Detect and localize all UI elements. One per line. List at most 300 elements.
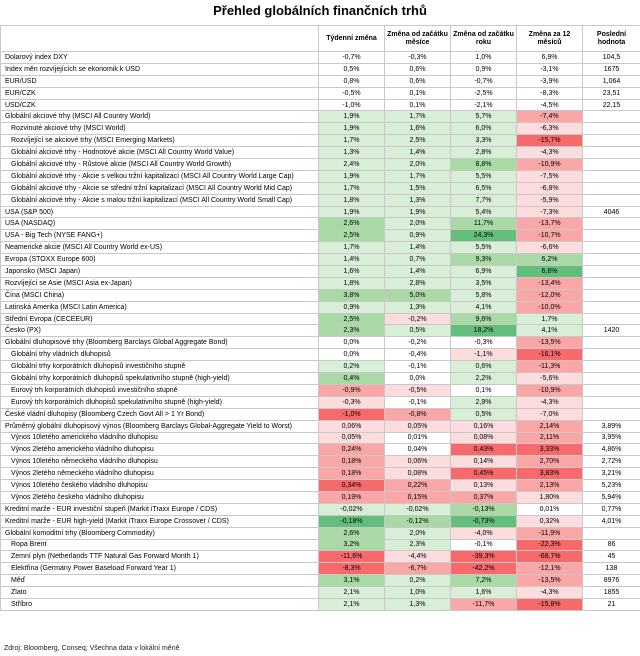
value-cell: 0,34% (319, 480, 385, 492)
value-cell: -0,9% (319, 384, 385, 396)
value-cell (583, 111, 640, 123)
table-row (1, 147, 640, 159)
header-row (1, 26, 640, 52)
value-cell: 138 (583, 563, 640, 575)
value-cell: 2,0% (385, 159, 451, 171)
value-cell: 0,0% (319, 349, 385, 361)
value-cell (583, 194, 640, 206)
value-cell: 0,9% (451, 63, 517, 75)
value-cell: 1,7% (385, 111, 451, 123)
value-cell: -0,5% (385, 384, 451, 396)
value-cell: -4,3% (517, 587, 583, 599)
value-cell: 1,7% (319, 242, 385, 254)
value-cell: 0,45% (451, 468, 517, 480)
value-cell (583, 242, 640, 254)
value-cell: -11,7% (451, 598, 517, 610)
value-cell: 1,7% (385, 170, 451, 182)
table-row (1, 111, 640, 123)
table-row (1, 598, 640, 610)
row-label: Japonsko (MSCI Japan) (1, 266, 319, 278)
value-cell: 5,7% (451, 111, 517, 123)
row-label: Neamerické akcie (MSCI All Country World ex-US) (1, 242, 319, 254)
value-cell: 6,5% (451, 182, 517, 194)
value-cell: 2,8% (451, 147, 517, 159)
table-row (1, 123, 640, 135)
table-row (1, 254, 640, 266)
table-row (1, 52, 640, 64)
value-cell: 0,01% (517, 503, 583, 515)
table-row (1, 551, 640, 563)
row-label: Rozvinuté akciové trhy (MSCI World) (1, 123, 319, 135)
table-row (1, 491, 640, 503)
row-label: České vládní dluhopisy (Bloomberg Czech Govt All > 1 Yr Bond) (1, 408, 319, 420)
value-cell: -8,3% (517, 87, 583, 99)
value-cell: 0,7% (385, 254, 451, 266)
value-cell: 1,9% (385, 206, 451, 218)
header-weekly: Týdenní změna (319, 26, 385, 52)
row-label: Eurový trh korporátních dluhopisů investičního stupně (1, 384, 319, 396)
row-label: Výnos 2letého amerického vládního dluhopisu (1, 444, 319, 456)
value-cell: -13,5% (517, 575, 583, 587)
value-cell: 6,2% (517, 254, 583, 266)
value-cell: 5,94% (583, 491, 640, 503)
value-cell: 1,9% (319, 206, 385, 218)
value-cell: 0,14% (451, 456, 517, 468)
table-row (1, 277, 640, 289)
value-cell: -0,3% (319, 396, 385, 408)
table-row (1, 432, 640, 444)
value-cell: 4,1% (517, 325, 583, 337)
table-row (1, 266, 640, 278)
row-label: Globální akciové trhy - Akcie s velkou tržní kapitalizací (MSCI All Country World Large Cap) (1, 170, 319, 182)
value-cell: 2,0% (385, 527, 451, 539)
row-label: Výnos 2letého českého vládního dluhopisu (1, 491, 319, 503)
value-cell (583, 123, 640, 135)
row-label: Česko (PX) (1, 325, 319, 337)
value-cell: 1,5% (385, 182, 451, 194)
table-row (1, 75, 640, 87)
value-cell: 0,16% (451, 420, 517, 432)
value-cell: -42,2% (451, 563, 517, 575)
value-cell: 2,6% (319, 527, 385, 539)
value-cell: 3,33% (517, 444, 583, 456)
table-row (1, 63, 640, 75)
row-label: Kreditní marže - EUR high-yield (Markit iTraxx Europe Crossover / CDS) (1, 515, 319, 527)
table-row (1, 503, 640, 515)
value-cell (583, 277, 640, 289)
value-cell: -0,7% (319, 52, 385, 64)
value-cell: 2,6% (319, 218, 385, 230)
value-cell: -13,7% (517, 218, 583, 230)
value-cell: -10,9% (517, 159, 583, 171)
table-row (1, 337, 640, 349)
value-cell (583, 182, 640, 194)
value-cell: -11,6% (319, 551, 385, 563)
table-row (1, 539, 640, 551)
value-cell: 1,3% (385, 194, 451, 206)
value-cell: 2,14% (517, 420, 583, 432)
row-label: Střední Evropa (CECEEUR) (1, 313, 319, 325)
value-cell (583, 396, 640, 408)
row-label: Ropa Brent (1, 539, 319, 551)
value-cell: 2,72% (583, 456, 640, 468)
value-cell: -4,0% (451, 527, 517, 539)
value-cell: 5,4% (451, 206, 517, 218)
value-cell: -5,9% (517, 194, 583, 206)
value-cell: 2,11% (517, 432, 583, 444)
value-cell: 0,22% (385, 480, 451, 492)
value-cell: 1,9% (319, 111, 385, 123)
value-cell: 0,9% (385, 230, 451, 242)
value-cell: -7,3% (517, 206, 583, 218)
value-cell: -6,7% (385, 563, 451, 575)
value-cell: 0,2% (319, 361, 385, 373)
row-label: Globální akciové trhy (MSCI All Country World) (1, 111, 319, 123)
value-cell: 0,8% (319, 75, 385, 87)
row-label: Dolarový index DXY (1, 52, 319, 64)
value-cell: -10,0% (517, 301, 583, 313)
table-row (1, 99, 640, 111)
table-row (1, 206, 640, 218)
value-cell: -12,1% (517, 563, 583, 575)
value-cell: 1,3% (385, 598, 451, 610)
value-cell: 1420 (583, 325, 640, 337)
value-cell: -3,1% (517, 63, 583, 75)
row-label: Výnos 10letého českého vládního dluhopisu (1, 480, 319, 492)
value-cell: 0,01% (385, 432, 451, 444)
row-label: Průměrný globální dluhopisový výnos (Bloomberg Barclays Global-Aggregate Yield to Worst) (1, 420, 319, 432)
value-cell: 1855 (583, 587, 640, 599)
value-cell: -0,18% (319, 515, 385, 527)
header-12m: Změna za 12 měsíců (517, 26, 583, 52)
value-cell: 0,6% (385, 75, 451, 87)
value-cell: -0,3% (451, 337, 517, 349)
row-label: Čína (MSCI China) (1, 289, 319, 301)
value-cell: 1,7% (319, 135, 385, 147)
table-row (1, 361, 640, 373)
value-cell: 1,8% (319, 277, 385, 289)
value-cell: 0,08% (385, 468, 451, 480)
value-cell: -39,3% (451, 551, 517, 563)
header-label (1, 26, 319, 52)
table-row (1, 587, 640, 599)
value-cell (583, 408, 640, 420)
value-cell (583, 527, 640, 539)
table-row (1, 515, 640, 527)
value-cell: 3,1% (319, 575, 385, 587)
row-label: USA - Big Tech (NYSE FANG+) (1, 230, 319, 242)
value-cell: -0,73% (451, 515, 517, 527)
value-cell: -0,4% (385, 349, 451, 361)
value-cell: 23,51 (583, 87, 640, 99)
row-label: Globální akciové trhy - Akcie s malou tržní kapitalizací (MSCI All Country World Small Cap) (1, 194, 319, 206)
row-label: Stříbro (1, 598, 319, 610)
row-label: USD/CZK (1, 99, 319, 111)
row-label: Měď (1, 575, 319, 587)
row-label: EUR/USD (1, 75, 319, 87)
value-cell: 1,6% (319, 266, 385, 278)
value-cell: 0,18% (319, 468, 385, 480)
value-cell: 21 (583, 598, 640, 610)
value-cell: -16,1% (517, 349, 583, 361)
value-cell (583, 301, 640, 313)
value-cell: -11,3% (517, 361, 583, 373)
value-cell: 0,0% (319, 337, 385, 349)
value-cell: 2,5% (385, 135, 451, 147)
value-cell (583, 373, 640, 385)
value-cell: 1,3% (319, 147, 385, 159)
value-cell: -1,0% (319, 408, 385, 420)
page-title: Přehled globálních finančních trhů (213, 3, 427, 18)
value-cell: 5,5% (451, 242, 517, 254)
value-cell: 0,19% (319, 491, 385, 503)
value-cell: 2,5% (319, 230, 385, 242)
value-cell: -15,7% (517, 135, 583, 147)
value-cell: 1,7% (319, 182, 385, 194)
value-cell: -0,2% (385, 337, 451, 349)
row-label: Výnos 2letého německého vládního dluhopisu (1, 468, 319, 480)
value-cell: 9,6% (451, 313, 517, 325)
value-cell: 2,5% (319, 313, 385, 325)
table-row (1, 159, 640, 171)
value-cell: 3,2% (319, 539, 385, 551)
value-cell: 1,4% (385, 147, 451, 159)
value-cell: 3,5% (451, 277, 517, 289)
row-label: Rozvíjející se Asie (MSCI Asia ex-Japan) (1, 277, 319, 289)
value-cell: 2,1% (319, 598, 385, 610)
table-row (1, 218, 640, 230)
value-cell (583, 349, 640, 361)
value-cell: 6,9% (451, 266, 517, 278)
value-cell: 2,4% (319, 159, 385, 171)
row-label: Globální trhy vládních dluhopisů (1, 349, 319, 361)
value-cell: 0,77% (583, 503, 640, 515)
value-cell: -0,02% (385, 503, 451, 515)
value-cell (583, 313, 640, 325)
value-cell: -6,3% (517, 123, 583, 135)
value-cell: 0,06% (385, 456, 451, 468)
value-cell: 1,9% (319, 170, 385, 182)
value-cell (583, 218, 640, 230)
value-cell: -6,8% (517, 182, 583, 194)
value-cell: 18,2% (451, 325, 517, 337)
value-cell: 3,21% (583, 468, 640, 480)
table-body (1, 52, 640, 611)
table-row (1, 349, 640, 361)
value-cell: 0,5% (451, 408, 517, 420)
value-cell: -13,5% (517, 337, 583, 349)
value-cell: -11,9% (517, 527, 583, 539)
value-cell: -8,3% (319, 563, 385, 575)
value-cell: 0,06% (319, 420, 385, 432)
value-cell: 0,1% (385, 87, 451, 99)
header-mtd: Změna od začátku měsíce (385, 26, 451, 52)
table-row (1, 87, 640, 99)
value-cell: -0,3% (385, 52, 451, 64)
value-cell: 1,6% (385, 123, 451, 135)
value-cell: -4,3% (517, 396, 583, 408)
value-cell (583, 289, 640, 301)
value-cell: 5,8% (451, 289, 517, 301)
value-cell: -0,5% (319, 87, 385, 99)
value-cell: 1,8% (319, 194, 385, 206)
value-cell: 5,23% (583, 480, 640, 492)
value-cell: 1,0% (385, 587, 451, 599)
value-cell: 2,1% (319, 587, 385, 599)
value-cell: 0,04% (385, 444, 451, 456)
value-cell: 2,8% (385, 277, 451, 289)
value-cell: 0,18% (319, 456, 385, 468)
value-cell: 0,05% (385, 420, 451, 432)
table-row (1, 480, 640, 492)
value-cell: 0,0% (385, 373, 451, 385)
value-cell: 2,70% (517, 456, 583, 468)
table-row (1, 325, 640, 337)
value-cell: -10,7% (517, 230, 583, 242)
table-row (1, 301, 640, 313)
row-label: Eurový trh korporátních dluhopisů spekulativního stupně (high-yield) (1, 396, 319, 408)
value-cell: 1,6% (451, 587, 517, 599)
value-cell: 6,9% (517, 52, 583, 64)
row-label: Globální trhy korporátních dluhopisů investičního stupně (1, 361, 319, 373)
header-ytd: Změna od začátku roku (451, 26, 517, 52)
value-cell: -0,7% (451, 75, 517, 87)
value-cell: 0,2% (385, 575, 451, 587)
row-label: Index měn rozvíjejících se ekonomik k USD (1, 63, 319, 75)
value-cell: -0,8% (385, 408, 451, 420)
value-cell: 0,5% (319, 63, 385, 75)
value-cell: 0,4% (319, 373, 385, 385)
row-label: Latinská Amerika (MSCI Latin America) (1, 301, 319, 313)
value-cell: 2,0% (385, 218, 451, 230)
value-cell: 1,7% (517, 313, 583, 325)
row-label: Výnos 10letého německého vládního dluhopisu (1, 456, 319, 468)
value-cell: 3,95% (583, 432, 640, 444)
table-row (1, 408, 640, 420)
row-label: Globální akciové trhy - Růstové akcie (MSCI All Country World Growth) (1, 159, 319, 171)
value-cell: 4,01% (583, 515, 640, 527)
value-cell: 24,3% (451, 230, 517, 242)
table-row (1, 384, 640, 396)
row-label: Globální akciové trhy - Hodnotové akcie (MSCI All Country World Value) (1, 147, 319, 159)
market-overview-table (0, 25, 640, 611)
table-row (1, 444, 640, 456)
value-cell: 0,9% (319, 301, 385, 313)
value-cell: 0,15% (385, 491, 451, 503)
value-cell: 6,0% (451, 123, 517, 135)
value-cell: 0,1% (385, 99, 451, 111)
value-cell (583, 170, 640, 182)
value-cell: -3,9% (517, 75, 583, 87)
value-cell: 9,3% (451, 254, 517, 266)
value-cell: 0,43% (451, 444, 517, 456)
table-row (1, 373, 640, 385)
value-cell: -4,3% (517, 147, 583, 159)
row-label: Kreditní marže - EUR investiční stupeň (Markit iTraxx Europe / CDS) (1, 503, 319, 515)
row-label: EUR/CZK (1, 87, 319, 99)
value-cell (583, 159, 640, 171)
table-row (1, 456, 640, 468)
value-cell: 3,3% (451, 135, 517, 147)
value-cell: 1,0% (451, 52, 517, 64)
value-cell (583, 337, 640, 349)
value-cell: 2,13% (517, 480, 583, 492)
value-cell: 0,6% (385, 63, 451, 75)
row-label: Výnos 10letého amerického vládního dluhopisu (1, 432, 319, 444)
value-cell: -12,0% (517, 289, 583, 301)
value-cell: -0,12% (385, 515, 451, 527)
value-cell: -7,4% (517, 111, 583, 123)
value-cell: 1675 (583, 63, 640, 75)
value-cell: -7,5% (517, 170, 583, 182)
value-cell: 0,5% (385, 325, 451, 337)
value-cell: 3,8% (319, 289, 385, 301)
row-label: USA (NASDAQ) (1, 218, 319, 230)
row-label: Elektřina (Germany Power Baseload Forward Year 1) (1, 563, 319, 575)
table-row (1, 135, 640, 147)
value-cell: -0,1% (451, 539, 517, 551)
value-cell: -2,5% (451, 87, 517, 99)
value-cell: 7,2% (451, 575, 517, 587)
table-row (1, 563, 640, 575)
value-cell: 1,9% (319, 123, 385, 135)
value-cell: 4046 (583, 206, 640, 218)
row-label: Evropa (STOXX Europe 600) (1, 254, 319, 266)
value-cell: 1,4% (385, 266, 451, 278)
value-cell: -2,1% (451, 99, 517, 111)
value-cell: 0,13% (451, 480, 517, 492)
value-cell: 45 (583, 551, 640, 563)
value-cell: -15,8% (517, 598, 583, 610)
table-row (1, 182, 640, 194)
value-cell: 0,37% (451, 491, 517, 503)
table-row (1, 230, 640, 242)
value-cell: 86 (583, 539, 640, 551)
value-cell: 11,7% (451, 218, 517, 230)
value-cell: 3,89% (583, 420, 640, 432)
row-label: Zlato (1, 587, 319, 599)
value-cell (583, 266, 640, 278)
table-row (1, 527, 640, 539)
value-cell: -13,4% (517, 277, 583, 289)
value-cell: 8976 (583, 575, 640, 587)
row-label: Globální trhy korporátních dluhopisů spekulativního stupně (high-yield) (1, 373, 319, 385)
value-cell: 0,08% (451, 432, 517, 444)
row-label: Globální komoditní trhy (Bloomberg Commodity) (1, 527, 319, 539)
value-cell: 6,6% (517, 266, 583, 278)
value-cell: -6,6% (517, 242, 583, 254)
value-cell: -1,1% (451, 349, 517, 361)
row-label: Globální akciové trhy - Akcie se střední tržní kapitalizací (MSCI All Country World Mid Cap) (1, 182, 319, 194)
value-cell: -0,1% (385, 396, 451, 408)
header-last-value: Poslední hodnota (583, 26, 640, 52)
value-cell: -0,1% (385, 361, 451, 373)
value-cell: 0,1% (451, 384, 517, 396)
table-row (1, 289, 640, 301)
value-cell: 4,86% (583, 444, 640, 456)
value-cell: 1,4% (319, 254, 385, 266)
value-cell: 0,05% (319, 432, 385, 444)
row-label: Zemní plyn (Netherlands TTF Natural Gas Forward Month 1) (1, 551, 319, 563)
value-cell: 5,5% (451, 170, 517, 182)
value-cell (583, 147, 640, 159)
table-row (1, 468, 640, 480)
value-cell: -5,6% (517, 373, 583, 385)
value-cell: 0,24% (319, 444, 385, 456)
value-cell: 0,32% (517, 515, 583, 527)
value-cell: -68,7% (517, 551, 583, 563)
value-cell (583, 230, 640, 242)
